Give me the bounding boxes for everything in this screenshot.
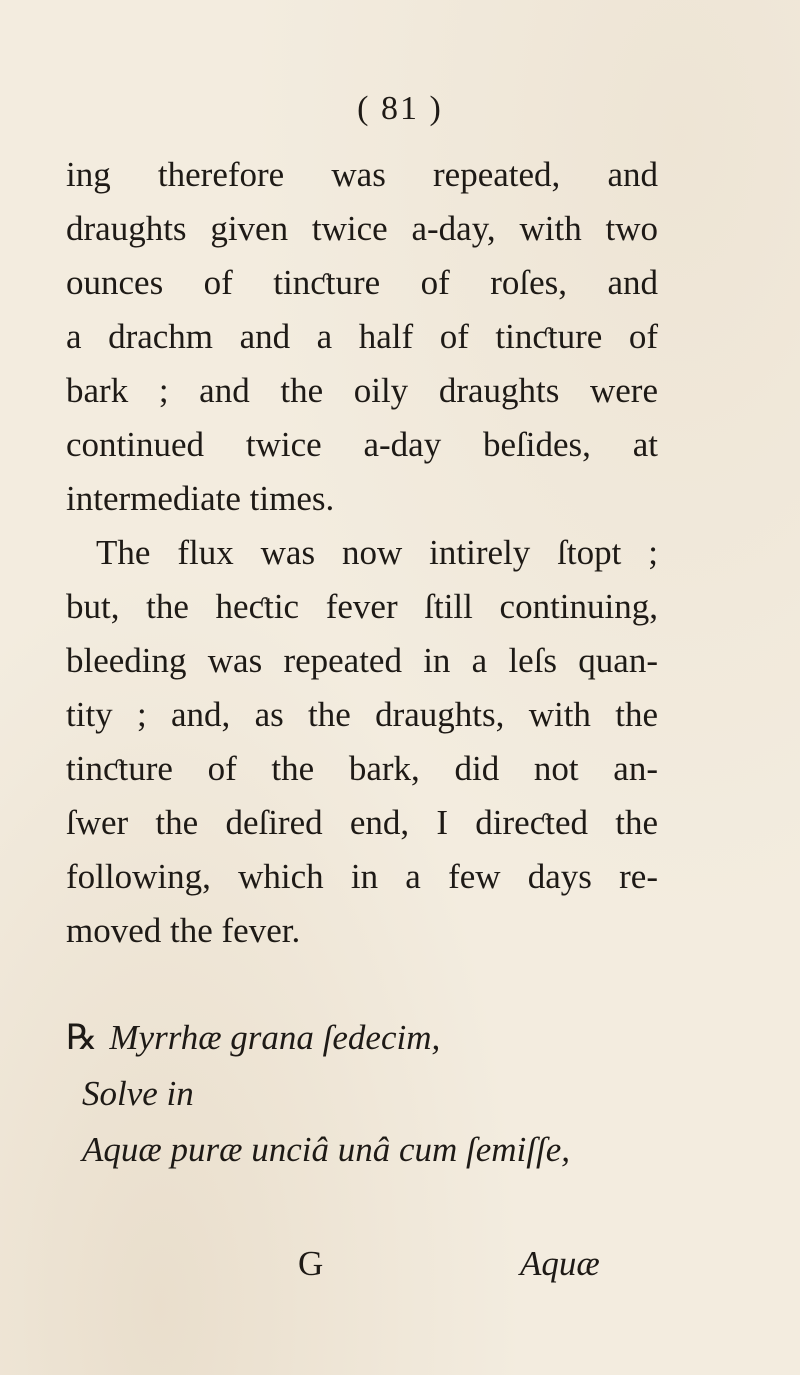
prescription-line: Solve in — [82, 1074, 194, 1113]
page-number-header: ( 81 ) — [357, 90, 443, 127]
signature-mark: G — [298, 1244, 324, 1283]
catchword: Aquæ — [520, 1244, 600, 1283]
text-line: The flux was now intirely ſtopt ; — [96, 533, 658, 572]
text-line: intermediate times. — [66, 479, 335, 518]
prescription-text: Myrrhæ grana ſedecim, — [109, 1018, 441, 1057]
text-line: ſwer the deſired end, I direƈted the — [66, 803, 658, 842]
text-line: tinƈture of the bark, did not an- — [66, 749, 658, 788]
text-line: following, which in a few days re- — [66, 857, 658, 896]
text-line: bleeding was repeated in a leſs quan- — [66, 641, 658, 680]
text-line: bark ; and the oily draughts were — [66, 371, 658, 410]
prescription-line: Aquæ puræ unciâ unâ cum ſemiſſe, — [82, 1130, 571, 1169]
prescription-line — [66, 1010, 666, 1066]
text-line: ounces of tinƈture of roſes, and — [66, 263, 658, 302]
text-line: tity ; and, as the draughts, with the — [66, 695, 658, 734]
recipe-symbol: ℞ — [66, 1018, 98, 1057]
text-line: draughts given twice a-day, with two — [66, 209, 658, 248]
prescription — [66, 1010, 666, 1178]
text-line: a drachm and a half of tinƈture of — [66, 317, 658, 356]
text-line: moved the fever. — [66, 911, 301, 950]
text-line: continued twice a-day beſides, at — [66, 425, 658, 464]
text-line: but, the heƈtic fever ſtill continuing, — [66, 587, 658, 626]
text-line: ing therefore was repeated, and — [66, 155, 658, 194]
body-text — [66, 148, 658, 958]
